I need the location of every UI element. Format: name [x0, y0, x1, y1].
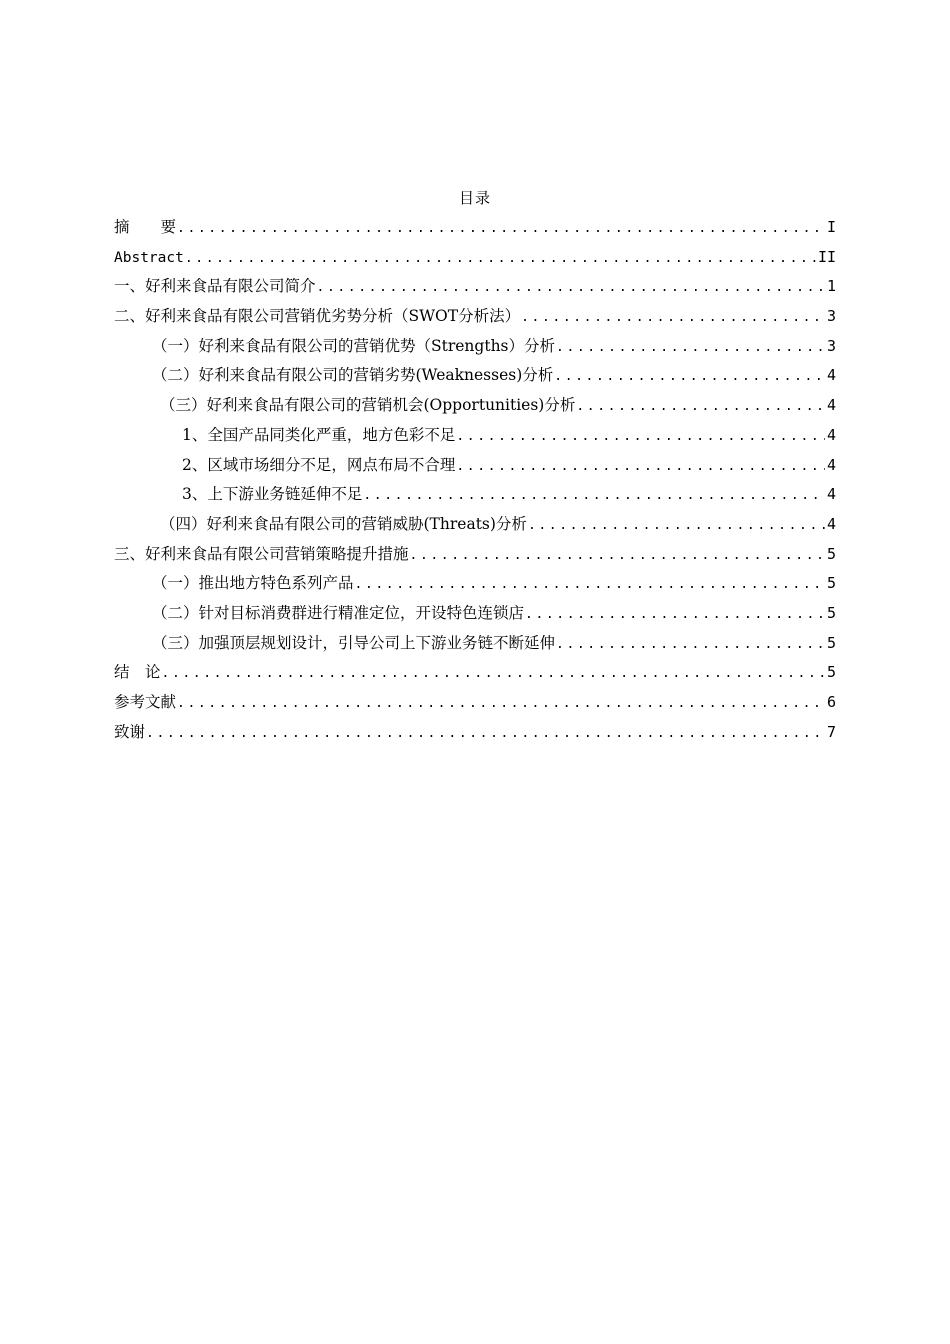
toc-entry-conclusion[interactable]: [114, 658, 836, 688]
toc-leader-dots: [176, 689, 825, 719]
toc-entry-page: 5: [826, 603, 836, 622]
toc-leader-dots: [520, 303, 825, 333]
toc-leader-dots: [553, 362, 825, 392]
toc-entry-references[interactable]: [114, 688, 836, 718]
toc-entry-section-3-1[interactable]: [114, 569, 836, 599]
toc-leader-dots: [555, 630, 825, 660]
toc-entry-page: 5: [826, 544, 836, 563]
toc-leader-dots: [575, 392, 825, 422]
toc-entry-section-2-1[interactable]: [114, 332, 836, 362]
toc-entry-label: （三）加强顶层规划设计，引导公司上下游业务链不断延伸: [152, 633, 556, 652]
toc-entry-label: 摘 要: [114, 218, 177, 236]
toc-entry-page: 5: [826, 633, 836, 652]
toc-leader-dots: [409, 541, 825, 571]
toc-entry-section-3-3[interactable]: [114, 629, 836, 659]
toc-leader-dots: [145, 719, 825, 749]
toc-entry-subsection-2-3-3[interactable]: [114, 480, 836, 510]
toc-entry-label: （一）推出地方特色系列产品: [152, 574, 354, 593]
toc-entry-label: （二）好利来食品有限公司的营销劣势(Weaknesses)分析: [152, 366, 554, 385]
toc-entry-label: 2、区域市场细分不足，网点布局不合理: [182, 455, 456, 474]
toc-leader-dots: [555, 333, 825, 363]
toc-entry-chapter-3[interactable]: [114, 540, 836, 570]
toc-entry-page: 1: [826, 277, 836, 296]
toc-entry-page: 4: [826, 366, 836, 385]
toc-entry-chapter-2[interactable]: [114, 302, 836, 332]
toc-entry-label: 三、好利来食品有限公司营销策略提升措施: [114, 544, 409, 563]
toc-entry-page: 3: [826, 307, 836, 326]
toc-entry-page: 3: [826, 336, 836, 355]
toc-entry-section-2-2[interactable]: [114, 361, 836, 391]
toc-entry-page: II: [817, 247, 836, 266]
toc-entry-label: 结 论: [114, 663, 161, 682]
toc-leader-dots: [316, 273, 825, 303]
toc-entry-page: I: [826, 218, 836, 236]
toc-entry-section-3-2[interactable]: [114, 599, 836, 629]
toc-entry-page: 5: [826, 663, 836, 682]
toc-leader-dots: [455, 452, 825, 482]
toc-entry-chapter-1[interactable]: [114, 272, 836, 302]
toc-entry-page: 4: [826, 396, 836, 415]
toc-leader-dots: [524, 600, 825, 630]
toc-entry-page: 4: [826, 425, 836, 444]
toc-leader-dots: [176, 214, 825, 244]
toc-entry-page: 4: [826, 485, 836, 504]
toc-entry-label: 致谢: [114, 722, 146, 741]
toc-entry-subsection-2-3-1[interactable]: [114, 421, 836, 451]
toc-entry-abstract-en[interactable]: [114, 243, 836, 273]
toc-entry-acknowledgements[interactable]: [114, 718, 836, 748]
toc-entry-label: 1、全国产品同类化严重，地方色彩不足: [182, 425, 456, 444]
toc-leader-dots: [455, 422, 825, 452]
toc-entry-page: 5: [826, 574, 836, 593]
toc-leader-dots: [184, 244, 816, 274]
toc-leader-dots: [161, 659, 825, 689]
toc-title: 目录: [458, 189, 491, 207]
toc-leader-dots: [527, 511, 825, 541]
toc-entry-page: 4: [826, 455, 836, 474]
toc-entry-label: Abstract: [114, 249, 184, 266]
toc-entry-section-2-4[interactable]: [114, 510, 836, 540]
toc-entry-label: （一）好利来食品有限公司的营销优势（Strengths）分析: [152, 336, 556, 355]
toc-entry-label: 参考文献: [114, 693, 177, 711]
toc-entry-label: （四）好利来食品有限公司的营销威胁(Threats)分析: [160, 514, 527, 533]
toc-leader-dots: [354, 570, 825, 600]
toc-entry-label: （二）针对目标消费群进行精准定位，开设特色连锁店: [152, 603, 525, 622]
toc-entry-abstract-cn[interactable]: [114, 213, 836, 243]
toc-entry-label: 一、好利来食品有限公司简介: [114, 277, 316, 296]
toc-entry-label: （三）好利来食品有限公司的营销机会(Opportunities)分析: [160, 396, 576, 415]
table-of-contents: [114, 183, 836, 747]
toc-entry-label: 二、好利来食品有限公司营销优劣势分析（SWOT分析法）: [114, 307, 521, 326]
toc-entry-section-2-3[interactable]: [114, 391, 836, 421]
toc-entry-page: 6: [826, 693, 836, 711]
toc-entry-label: 3、上下游业务链延伸不足: [182, 485, 363, 504]
toc-entry-page: 7: [826, 722, 836, 741]
toc-entry-page: 4: [826, 514, 836, 533]
toc-entry-subsection-2-3-2[interactable]: [114, 451, 836, 481]
toc-leader-dots: [362, 481, 825, 511]
